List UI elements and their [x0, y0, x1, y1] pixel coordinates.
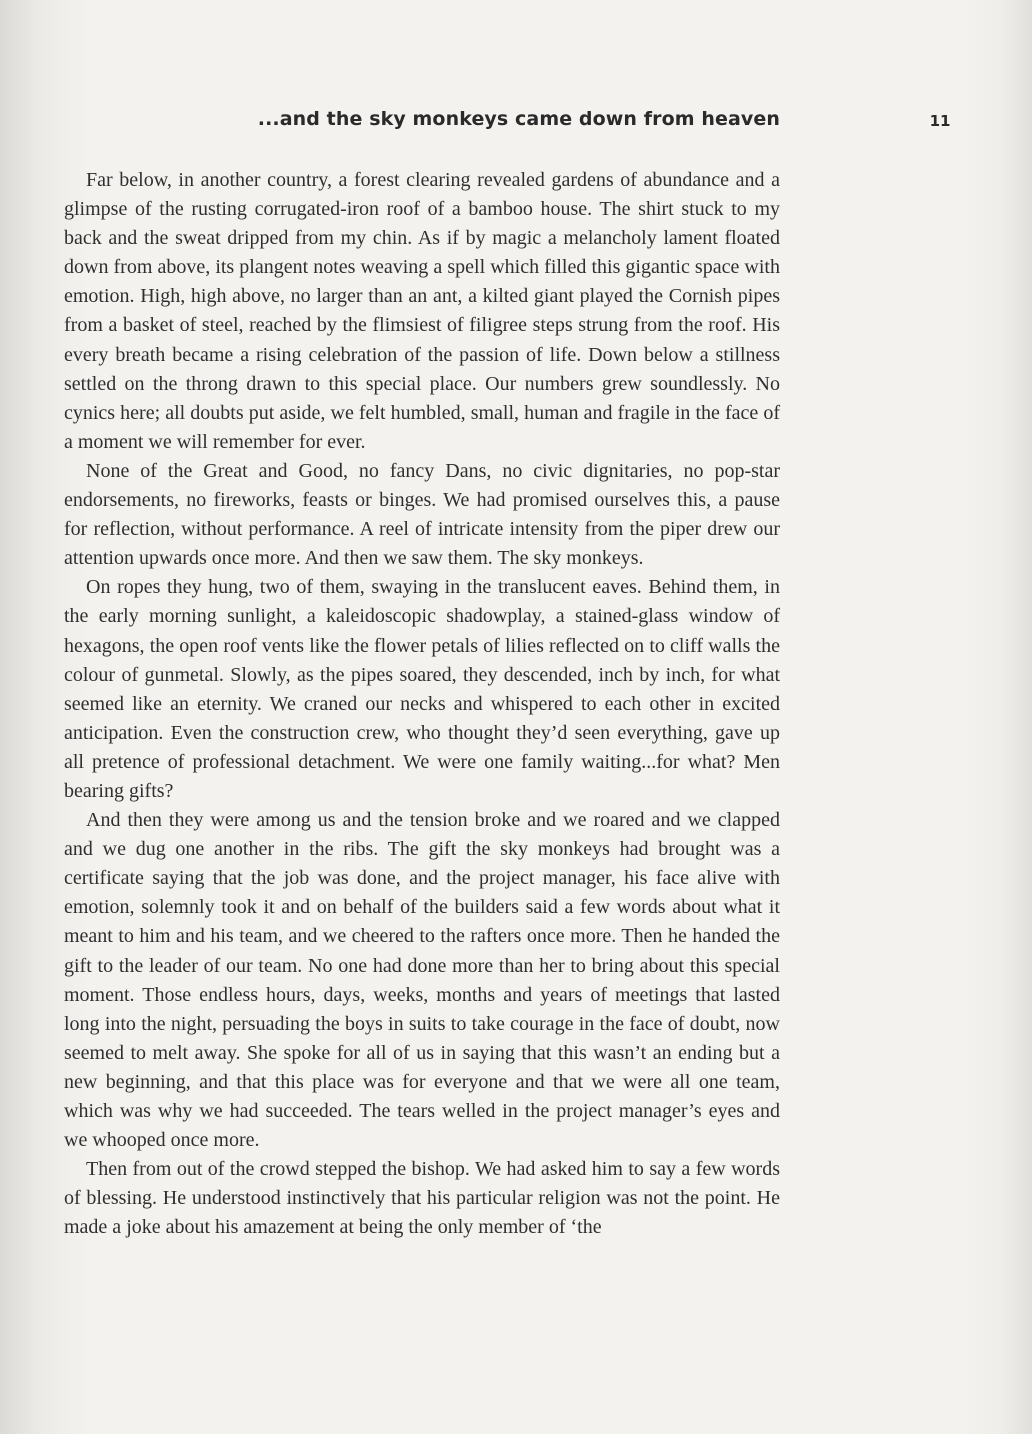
paragraph: And then they were among us and the tension broke and we roared and we clapped and we dug one another in the ribs. The gift the sky monkeys had brought was a certificate saying that the job was done, and the project manager, his face alive with emotion, solemnly took it and on behalf of the builders said a few words about what it meant to him and his team, and we cheered to the rafters once more. Then he handed the gift to the leader of our team. No one had done more than her to bring about this special moment. Those endless hours, days, weeks, months and years of meetings that lasted long into the night, persuading the boys in suits to take courage in the face of doubt, now seemed to melt away. She spoke for all of us in saying that this wasn’t an ending but a new beginning, and that this place was for everyone and that we were all one team, which was why we had succeeded. The tears welled in the project manager’s eyes and we whooped once more. [64, 809, 780, 1152]
running-head-title: ...and the sky monkeys came down from heaven [257, 108, 780, 130]
page-number: 11 [929, 112, 951, 130]
body-text [64, 166, 780, 1242]
paragraph: Far below, in another country, a forest clearing revealed gardens of abundance and a glimpse of the rusting corrugated-iron roof of a bamboo house. The shirt stuck to my back and the sweat dripped from my chin. As if by magic a melancholy lament floated down from above, its plangent notes weaving a spell which filled this gigantic space with emotion. High, high above, no larger than an ant, a kilted giant played the Cornish pipes from a basket of steel, reached by the flimsiest of filigree steps strung from the roof. His every breath became a rising celebration of the passion of life. Down below a stillness settled on the throng drawn to this special place. Our numbers grew soundlessly. No cynics here; all doubts put aside, we felt humbled, small, human and fragile in the face of a moment we will remember for ever. [64, 169, 780, 453]
paragraph: Then from out of the crowd stepped the bishop. We had asked him to say a few words of blessing. He understood instinctively that his particular religion was not the point. He made a joke about his amazement at being the only member of ‘the [64, 1158, 780, 1239]
paragraph: On ropes they hung, two of them, swaying in the translucent eaves. Behind them, in the early morning sunlight, a kaleidoscopic shadowplay, a stained-glass window of hexagons, the open roof vents like the flower petals of lilies reflected on to cliff walls the colour of gunmetal. Slowly, as the pipes soared, they descended, inch by inch, for what seemed like an eternity. We craned our necks and whispered to each other in excited anticipation. Even the construction crew, who thought they’d seen everything, gave up all pretence of professional detachment. We were one family waiting...for what? Men bearing gifts? [64, 576, 780, 802]
paragraph: None of the Great and Good, no fancy Dans, no civic dignitaries, no pop-star endorsements, no fireworks, feasts or binges. We had promised ourselves this, a pause for reflection, without performance. A reel of intricate intensity from the piper drew our attention upwards once more. And then we saw them. The sky monkeys. [64, 459, 780, 570]
